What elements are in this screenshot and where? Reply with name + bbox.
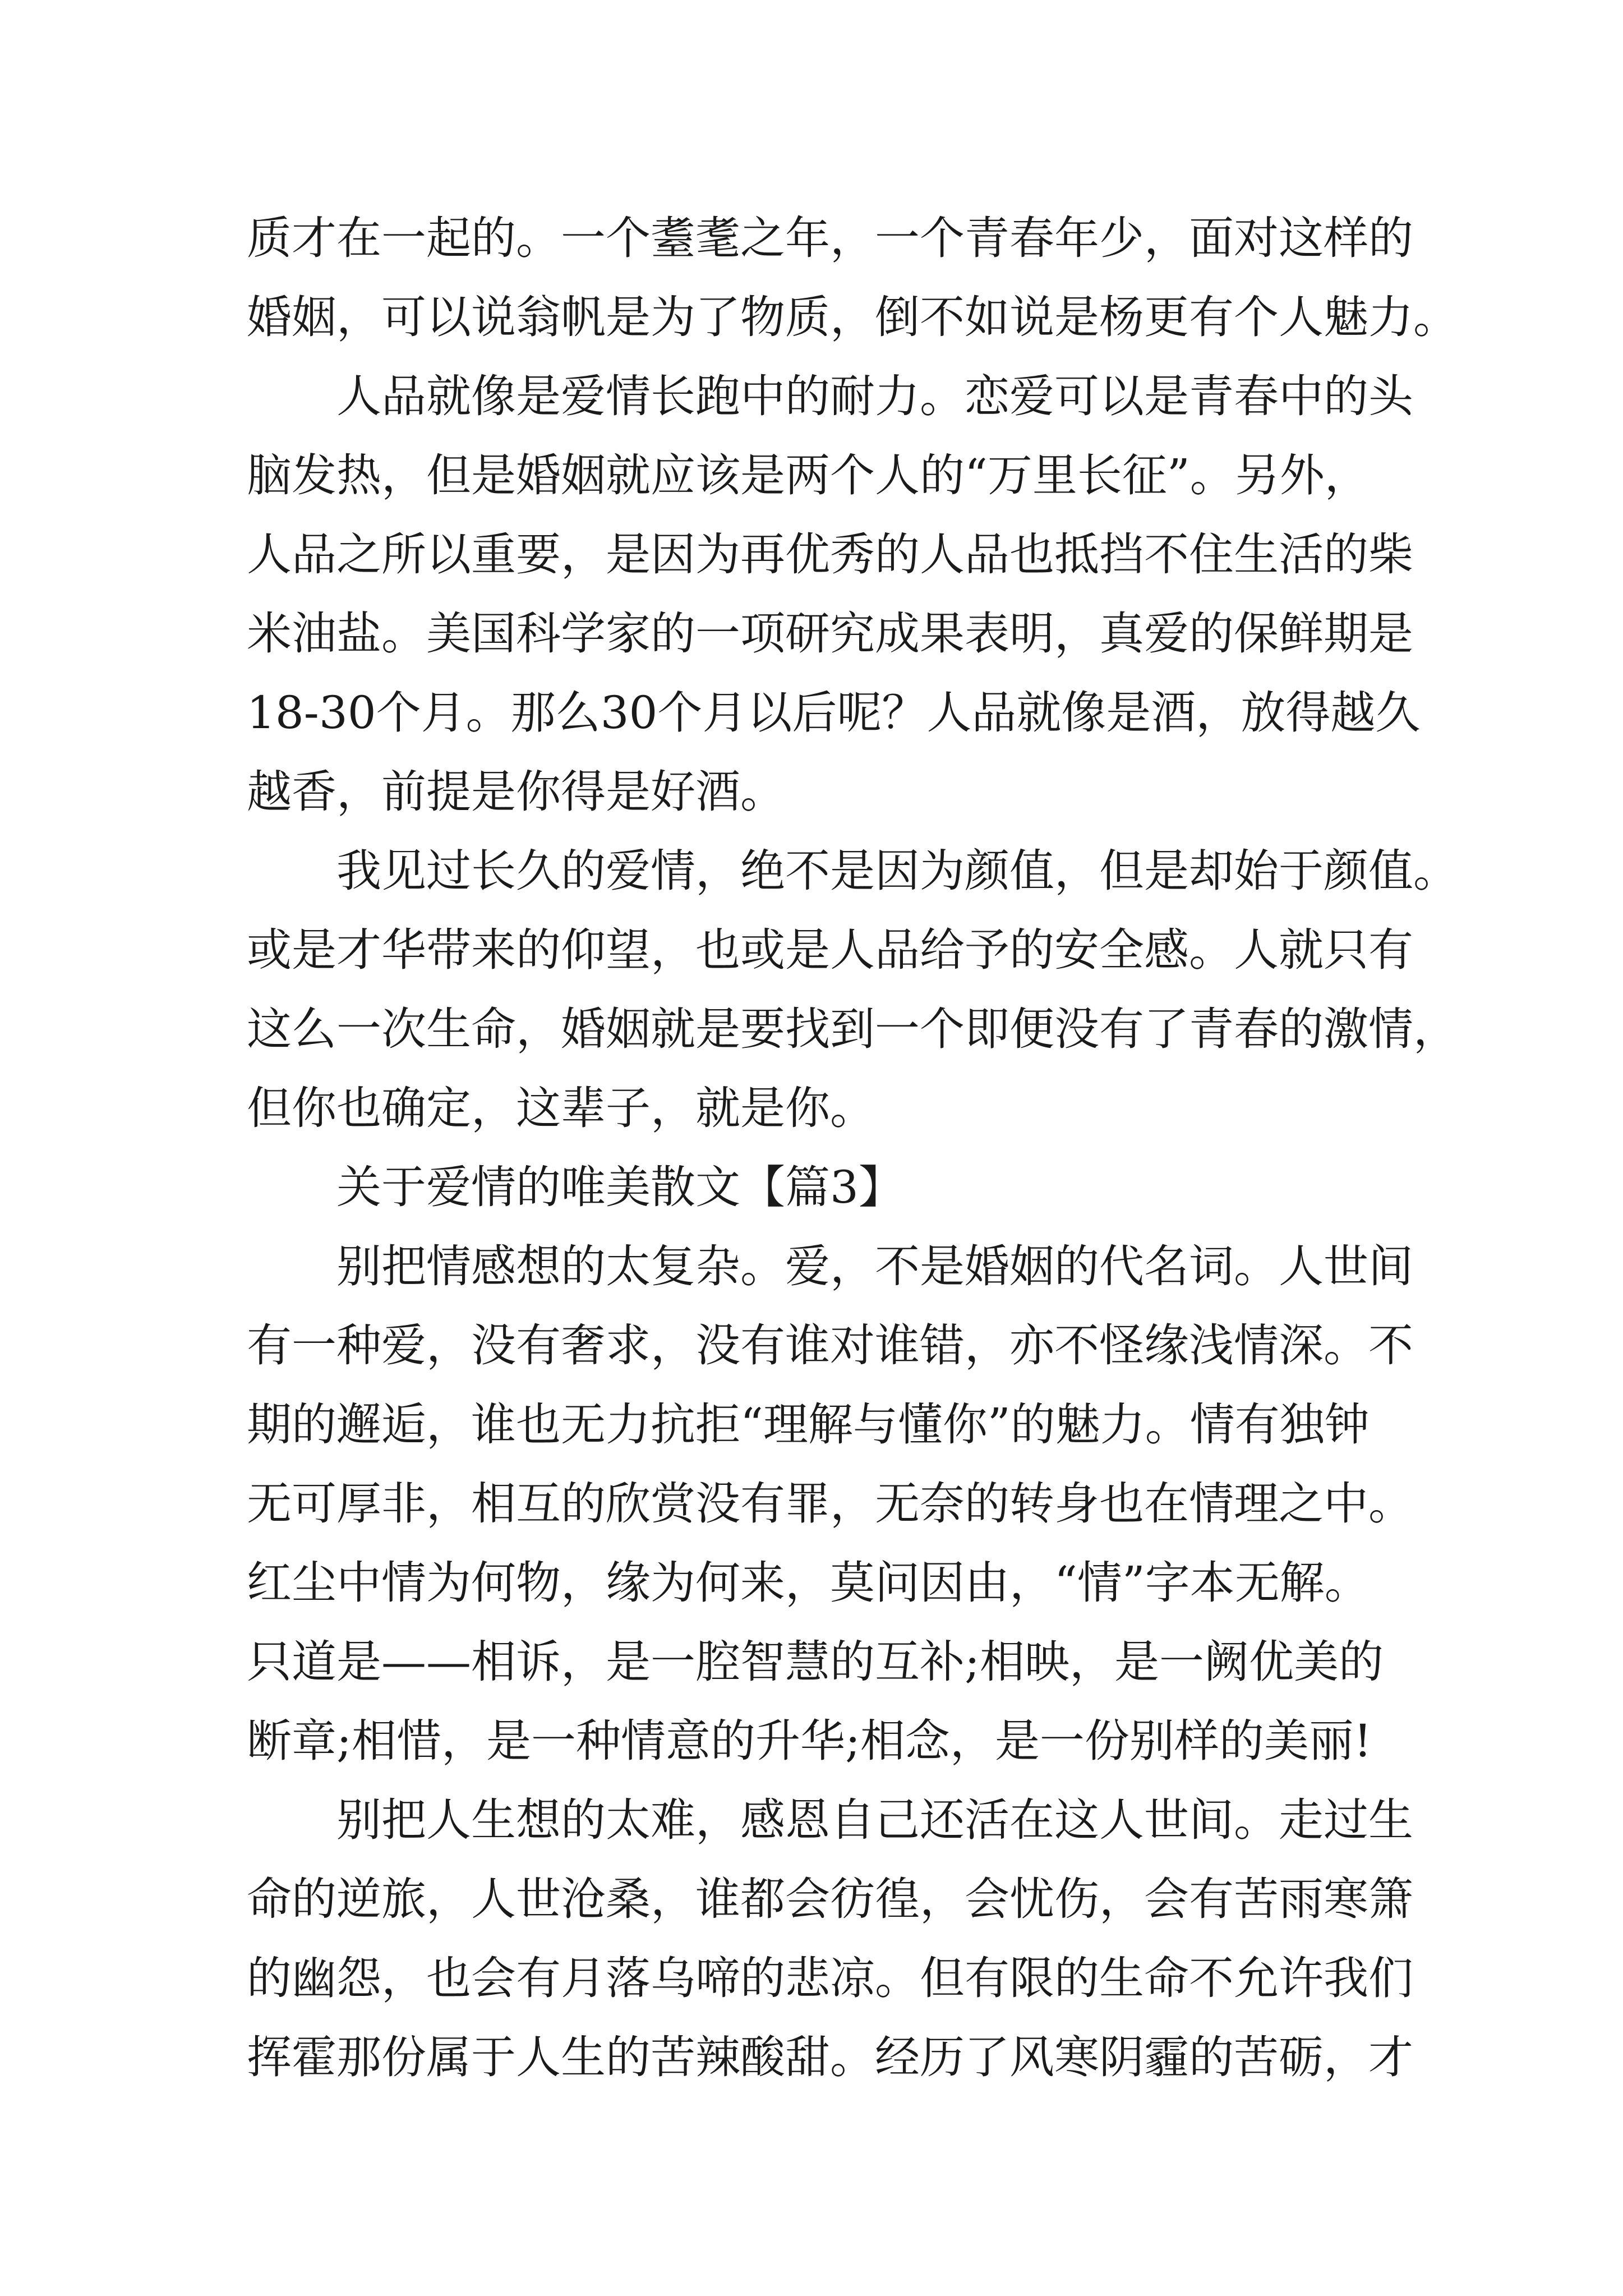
paragraph-2 (247, 366, 1421, 823)
paragraph-5 (247, 1789, 1413, 2088)
text-line: 红尘中情为何物，缘为何来，莫问因由，“情”字本无解。 (247, 1557, 1370, 1609)
paragraph-4 (247, 1236, 1413, 1772)
text-line: 有一种爱，没有奢求，没有谁对谁错，亦不怪缘浅情深。不 (247, 1319, 1413, 1372)
text-line: 挥霍那份属于人生的苦辣酸甜。经历了风寒阴霾的苦砺，才 (247, 2031, 1413, 2083)
text-line: 无可厚非，相互的欣赏没有罪，无奈的转身也在情理之中。 (247, 1478, 1413, 1530)
section-title: 关于爱情的唯美散文【篇3】 (336, 1161, 903, 1213)
text-line: 婚姻，可以说翁帆是为了物质，倒不如说是杨更有个人魅力。 (247, 291, 1458, 343)
text-line: 我见过长久的爱情，绝不是因为颜值，但是却始于颜值。 (336, 845, 1458, 897)
text-line: 只道是——相诉，是一腔智慧的互补;相映，是一阙优美的 (247, 1636, 1384, 1688)
text-line: 18-30个月。那么30个月以后呢？人品就像是酒，放得越久 (247, 687, 1421, 739)
section-heading (247, 1157, 1391, 1218)
text-line: 越香，前提是你得是好酒。 (247, 766, 785, 818)
paragraph-3 (247, 840, 1458, 1139)
text-line: 别把人生想的太难，感恩自己还活在这人世间。走过生 (336, 1794, 1413, 1846)
text-line: 断章;相惜，是一种情意的升华;相念，是一份别样的美丽! (247, 1715, 1372, 1767)
text-line: 期的邂逅，谁也无力抗拒“理解与懂你”的魅力。情有独钟 (247, 1398, 1370, 1451)
text-line: 米油盐。美国科学家的一项研究成果表明，真爱的保鲜期是 (247, 608, 1413, 660)
text-line: 别把情感想的太复杂。爱，不是婚姻的代名词。人世间 (336, 1240, 1413, 1292)
text-line: 的幽怨，也会有月落乌啼的悲凉。但有限的生命不允许我们 (247, 1952, 1413, 2004)
text-line: 命的逆旅，人世沧桑，谁都会彷徨，会忧伤，会有苦雨寒箫 (247, 1873, 1413, 1925)
paragraph-1 (247, 208, 1458, 348)
text-line: 人品就像是爱情长跑中的耐力。恋爱可以是青春中的头 (336, 370, 1413, 422)
text-line: 但你也确定，这辈子，就是你。 (247, 1082, 875, 1134)
text-line: 人品之所以重要，是因为再优秀的人品也抵挡不住生活的柴 (247, 528, 1413, 581)
text-line: 这么一次生命，婚姻就是要找到一个即便没有了青春的激情， (247, 1003, 1458, 1055)
text-line: 质才在一起的。一个耋耄之年，一个青春年少，面对这样的 (247, 212, 1413, 264)
text-line: 脑发热，但是婚姻就应该是两个人的“万里长征”。另外， (247, 449, 1370, 501)
text-line: 或是才华带来的仰望，也或是人品给予的安全感。人就只有 (247, 924, 1413, 976)
document-body (247, 208, 1458, 2088)
